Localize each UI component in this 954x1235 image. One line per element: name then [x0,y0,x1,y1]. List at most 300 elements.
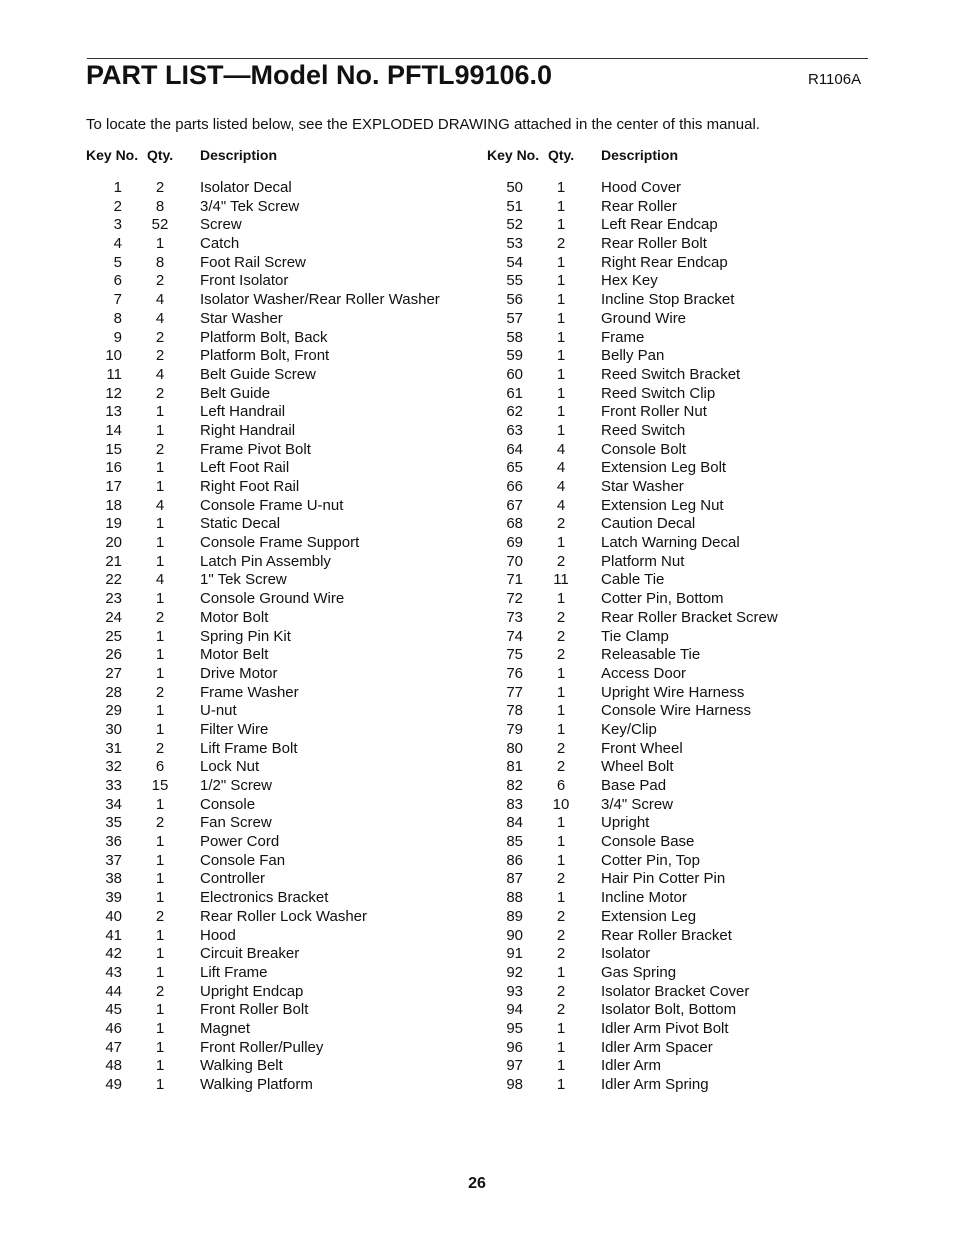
qty: 1 [155,1038,165,1056]
qty: 52 [151,216,169,234]
description: U-nut [200,702,237,720]
qty: 1 [556,328,566,346]
description: Platform Bolt, Front [200,347,330,365]
key-no: 37 [105,851,122,869]
key-no: 14 [105,421,122,439]
qty: 1 [556,1038,566,1056]
description: Extension Leg Nut [601,496,724,514]
description: Frame [601,328,645,346]
qty: 4 [155,291,165,309]
qty: 2 [556,926,566,944]
key-no: 15 [105,440,122,458]
key-no: 46 [105,1019,122,1037]
key-no: 22 [105,571,122,589]
description: Rear Roller Lock Washer [200,907,367,925]
qty: 1 [155,459,165,477]
qty: 2 [556,552,566,570]
description: Lift Frame [200,963,268,981]
key-no: 47 [105,1038,122,1056]
qty: 1 [556,384,566,402]
qty: 1 [155,590,165,608]
key-no: 76 [506,664,523,682]
key-no: 69 [506,534,523,552]
key-no: 94 [506,1001,523,1019]
qty: 1 [155,421,165,439]
document-code: R1106A [808,71,862,88]
description: Screw [200,216,242,234]
description: Isolator [601,945,651,963]
qty: 4 [556,478,566,495]
description: Walking Belt [200,1057,283,1075]
description: Latch Warning Decal [601,534,740,552]
qty: 1 [556,179,566,196]
key-no: 16 [105,459,122,477]
page-number: 26 [468,1175,486,1192]
qty: 1 [155,963,165,981]
description: Isolator Decal [200,179,292,196]
description: Left Handrail [200,403,286,421]
qty: 2 [556,608,566,626]
key-no: 96 [506,1038,523,1056]
description: Hood [200,926,236,944]
description: Hood Cover [601,179,682,196]
key-no: 42 [105,945,122,963]
qty: 2 [556,945,566,963]
key-no: 18 [105,496,122,514]
key-no: 74 [506,627,523,645]
qty: 2 [155,814,165,832]
qty: 2 [155,739,165,757]
key-no: 19 [105,515,122,533]
description: Belly Pan [601,347,665,365]
qty: 1 [155,552,165,570]
description: Isolator Bracket Cover [601,982,750,1000]
description: Idler Arm Spring [601,1076,709,1093]
qty: 8 [155,197,165,215]
description: Hex Key [601,272,658,290]
description: Lift Frame Bolt [200,739,298,757]
description: Access Door [601,664,687,682]
description: Idler Arm Pivot Bolt [601,1019,729,1037]
description: Console Frame U-nut [200,496,344,514]
key-no: 4 [113,235,122,253]
key-no: 72 [506,590,523,608]
qty: 1 [155,833,165,851]
qty: 1 [155,646,165,664]
qty: 2 [556,627,566,645]
qty: 1 [556,664,566,682]
description: Right Foot Rail [200,478,300,495]
key-no: 9 [113,328,122,346]
description: Base Pad [601,777,667,794]
qty: 4 [556,440,566,458]
key-no: 10 [105,347,122,365]
description: Cable Tie [601,571,665,589]
key-no: 45 [105,1001,122,1019]
qty: 1 [155,1057,165,1075]
key-no: 21 [105,552,122,570]
qty: 1 [155,627,165,645]
description-header: Description [601,147,679,163]
description: 3/4" Tek Screw [200,197,300,215]
qty: 1 [155,870,165,888]
description: Cotter Pin, Top [601,851,700,869]
qty: 1 [556,534,566,552]
key-no: 23 [105,590,122,608]
key-no: 6 [113,272,122,290]
description: Extension Leg Bolt [601,459,727,477]
qty: 2 [556,515,566,533]
qty: 1 [556,720,566,738]
description: Reed Switch [601,421,686,439]
description: Drive Motor [200,664,278,682]
key-no: 27 [105,664,122,682]
description: Idler Arm [601,1057,662,1075]
description: Catch [200,235,240,253]
description: Front Roller Nut [601,403,707,421]
description: Frame Washer [200,683,299,701]
qty: 1 [556,889,566,907]
key-no: 92 [506,963,523,981]
intro-text: To locate the parts listed below, see the EXPLODED DRAWING attached in the center of this manual. [86,116,760,133]
key-no: 52 [506,216,523,234]
qty: 1 [556,702,566,720]
key-no: 38 [105,870,122,888]
qty: 1 [556,963,566,981]
description: Right Rear Endcap [601,253,728,271]
description: Cotter Pin, Bottom [601,590,724,608]
description: Console Wire Harness [601,702,752,720]
qty: 1 [155,1019,165,1037]
qty: 1 [556,833,566,851]
description-header: Description [200,147,278,163]
qty: 2 [155,982,165,1000]
key-no: 5 [113,253,122,271]
key-no: 86 [506,851,523,869]
key-no: 90 [506,926,523,944]
qty: 2 [155,384,165,402]
description: Walking Platform [200,1076,313,1093]
qty: 4 [556,459,566,477]
key-no: 13 [105,403,122,421]
qty: 2 [155,440,165,458]
key-no: 87 [506,870,523,888]
key-no: 64 [506,440,523,458]
qty: 2 [155,608,165,626]
qty: 2 [155,683,165,701]
description: Isolator Bolt, Bottom [601,1001,737,1019]
key-no: 91 [506,945,523,963]
qty: 1 [556,365,566,383]
key-no: 88 [506,889,523,907]
qty: 1 [155,702,165,720]
key-no: 20 [105,534,122,552]
key-no: 67 [506,496,523,514]
qty: 11 [553,571,569,589]
key-no: 36 [105,833,122,851]
key-no: 75 [506,646,523,664]
key-no: 54 [506,253,523,271]
qty: 1 [155,945,165,963]
qty: 6 [556,777,566,794]
key-no: 68 [506,515,523,533]
qty: 2 [155,179,165,196]
qty: 2 [155,328,165,346]
description: Console Base [601,833,695,851]
description: Foot Rail Screw [200,253,306,271]
top-rule [87,58,868,59]
description: 1/2" Screw [200,777,273,794]
description: Power Cord [200,833,280,851]
description: Motor Belt [200,646,269,664]
qty: 10 [552,795,570,813]
key-no: 78 [506,702,523,720]
description: Ground Wire [601,309,687,327]
description: Front Roller Bolt [200,1001,309,1019]
key-no: 65 [506,459,523,477]
key-no: 57 [506,309,523,327]
qty: 2 [556,235,566,253]
description: Spring Pin Kit [200,627,291,645]
key-no: 60 [506,365,523,383]
qty: 1 [155,851,165,869]
key-no: 26 [105,646,122,664]
qty: 1 [155,795,165,813]
qty: 4 [155,496,165,514]
key-no: 30 [105,720,122,738]
description: Extension Leg [601,907,697,925]
qty: 4 [155,309,165,327]
description: Rear Roller Bracket [601,926,732,944]
qty: 1 [556,197,566,215]
qty: 2 [556,982,566,1000]
description: Electronics Bracket [200,889,329,907]
qty: 2 [556,739,566,757]
description: 3/4" Screw [601,795,674,813]
qty: 1 [556,590,566,608]
key-no: 73 [506,608,523,626]
description: Wheel Bolt [601,758,674,776]
qty: 1 [556,309,566,327]
description: Right Handrail [200,421,296,439]
qty: 6 [155,758,165,776]
description: Lock Nut [200,758,260,776]
key-no: 41 [105,926,122,944]
qty: 1 [556,291,566,309]
qty: 2 [556,1001,566,1019]
description: Console Bolt [601,440,687,458]
key-no: 31 [105,739,122,757]
qty: 4 [556,496,566,514]
key-no: 56 [506,291,523,309]
description: Tie Clamp [601,627,669,645]
key-no: 49 [105,1076,122,1093]
key-no: 50 [506,179,523,196]
key-no: 58 [506,328,523,346]
key-no: 33 [105,777,122,794]
qty: 1 [556,403,566,421]
description: Caution Decal [601,515,696,533]
key-no: 81 [506,758,523,776]
qty: 1 [556,814,566,832]
description: Platform Nut [601,552,685,570]
qty-header: Qty. [548,147,575,163]
description: Belt Guide Screw [200,365,316,383]
description: Key/Clip [601,720,657,738]
key-no: 3 [113,216,122,234]
description: Star Washer [601,478,684,495]
qty: 8 [155,253,165,271]
page-title: PART LIST—Model No. PFTL99106.0 [86,60,553,90]
key-no: 32 [105,758,122,776]
key-no: 82 [506,777,523,794]
description: Front Isolator [200,272,289,290]
qty: 1 [556,272,566,290]
qty: 4 [155,365,165,383]
description: Circuit Breaker [200,945,300,963]
description: Console [200,795,256,813]
description: Left Foot Rail [200,459,290,477]
key-no: 24 [105,608,122,626]
key-no: 93 [506,982,523,1000]
description: Gas Spring [601,963,677,981]
description: Console Frame Support [200,534,360,552]
qty: 1 [155,926,165,944]
description: Console Ground Wire [200,590,345,608]
qty: 1 [155,1076,165,1093]
key-no: 39 [105,889,122,907]
qty: 1 [155,235,165,253]
description: Hair Pin Cotter Pin [601,870,726,888]
description: Upright [601,814,650,832]
description: Upright Endcap [200,982,304,1000]
qty: 1 [556,1076,566,1093]
key-no: 40 [105,907,122,925]
description: Console Fan [200,851,286,869]
description: Front Roller/Pulley [200,1038,324,1056]
qty: 2 [155,907,165,925]
key-no: 95 [506,1019,523,1037]
qty: 2 [155,347,165,365]
description: Star Washer [200,309,283,327]
description: Reed Switch Clip [601,384,716,402]
key-no: 85 [506,833,523,851]
description: Isolator Washer/Rear Roller Washer [200,291,440,309]
key-no: 71 [506,571,523,589]
key-no-header: Key No. [86,147,139,163]
qty: 1 [556,347,566,365]
qty: 1 [155,515,165,533]
key-no: 89 [506,907,523,925]
description: 1" Tek Screw [200,571,287,589]
description: Platform Bolt, Back [200,328,328,346]
key-no: 80 [506,739,523,757]
key-no: 2 [113,197,122,215]
qty: 1 [155,534,165,552]
description: Rear Roller Bolt [601,235,707,253]
qty: 1 [155,664,165,682]
qty: 2 [155,272,165,290]
qty: 2 [556,870,566,888]
key-no: 61 [506,384,523,402]
qty: 1 [556,1057,566,1075]
key-no: 98 [506,1076,523,1093]
key-no: 44 [105,982,122,1000]
key-no: 35 [105,814,122,832]
key-no: 84 [506,814,523,832]
key-no: 12 [105,384,122,402]
description: Rear Roller Bracket Screw [601,608,778,626]
key-no: 7 [113,291,122,309]
qty: 1 [556,1019,566,1037]
qty: 1 [155,889,165,907]
qty: 1 [155,478,165,495]
description: Static Decal [200,515,281,533]
description: Reed Switch Bracket [601,365,741,383]
key-no: 55 [506,272,523,290]
key-no: 62 [506,403,523,421]
key-no: 17 [105,478,122,495]
key-no: 66 [506,478,523,495]
qty: 4 [155,571,165,589]
key-no-header: Key No. [487,147,540,163]
key-no: 97 [506,1057,523,1075]
qty: 1 [556,421,566,439]
description: Magnet [200,1019,251,1037]
qty: 1 [556,683,566,701]
key-no: 11 [106,365,122,383]
description: Front Wheel [601,739,683,757]
qty: 2 [556,758,566,776]
qty: 15 [151,777,169,794]
key-no: 1 [113,179,122,196]
description: Motor Bolt [200,608,269,626]
key-no: 29 [105,702,122,720]
key-no: 43 [105,963,122,981]
qty: 2 [556,907,566,925]
description: Frame Pivot Bolt [200,440,311,458]
key-no: 53 [506,235,523,253]
description: Latch Pin Assembly [200,552,331,570]
key-no: 48 [105,1057,122,1075]
qty: 1 [556,851,566,869]
key-no: 28 [105,683,122,701]
qty: 1 [556,216,566,234]
description: Rear Roller [601,197,677,215]
key-no: 59 [506,347,523,365]
qty: 2 [556,646,566,664]
description: Filter Wire [200,720,269,738]
qty: 1 [155,403,165,421]
key-no: 70 [506,552,523,570]
qty: 1 [155,1001,165,1019]
description: Idler Arm Spacer [601,1038,713,1056]
key-no: 77 [506,683,523,701]
description: Controller [200,870,266,888]
description: Left Rear Endcap [601,216,718,234]
description: Incline Motor [601,889,687,907]
description: Releasable Tie [601,646,701,664]
qty: 1 [556,253,566,271]
description: Fan Screw [200,814,272,832]
key-no: 25 [105,627,122,645]
qty: 1 [155,720,165,738]
description: Upright Wire Harness [601,683,745,701]
key-no: 83 [506,795,523,813]
key-no: 8 [113,309,122,327]
key-no: 51 [506,197,523,215]
description: Belt Guide [200,384,271,402]
